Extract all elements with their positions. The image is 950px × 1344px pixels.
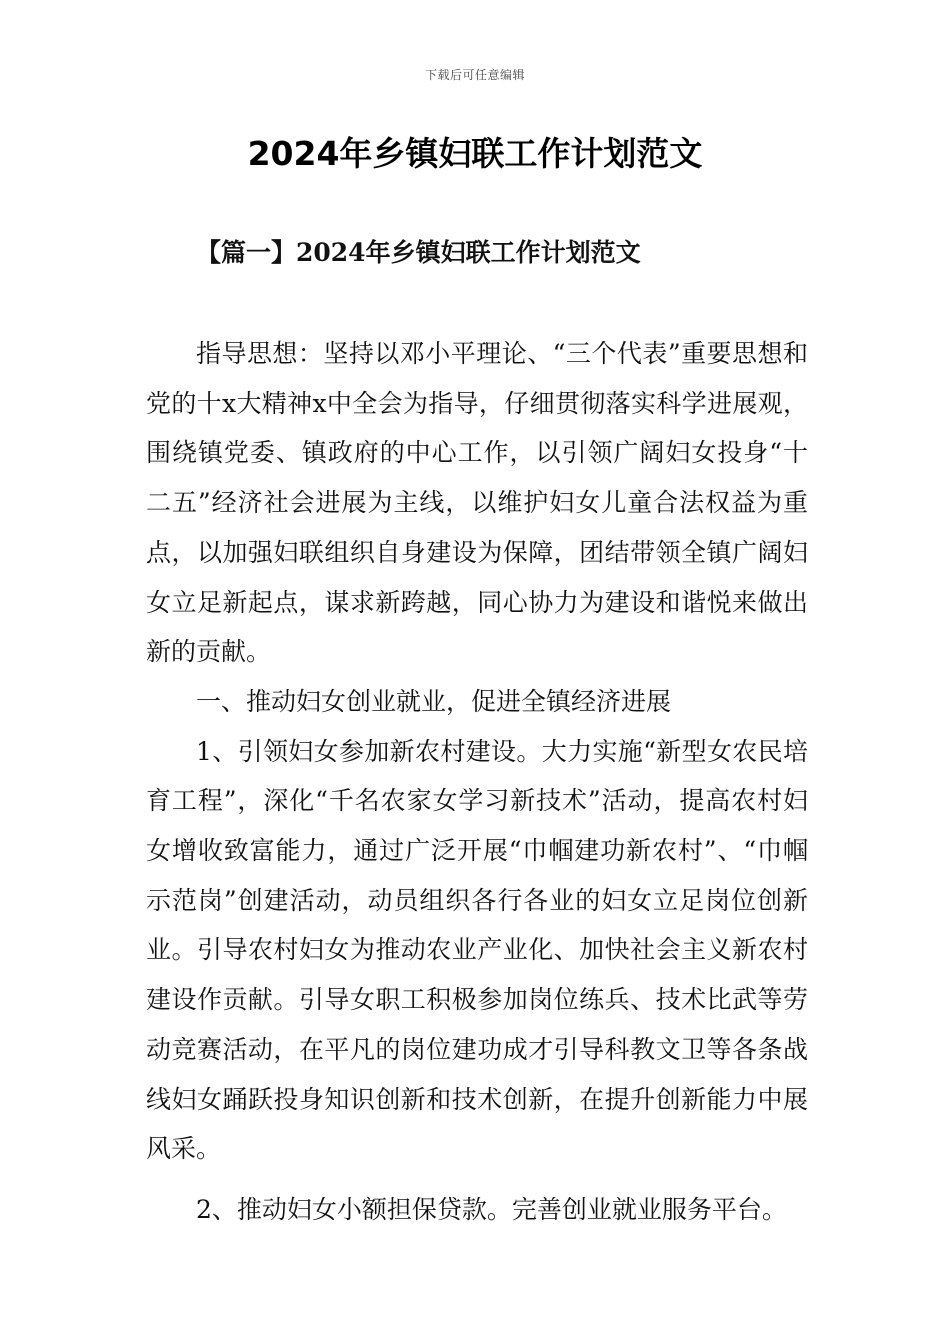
section-heading: 【篇一】2024年乡镇妇联工作计划范文 bbox=[196, 238, 641, 267]
paragraph-section-one-heading: 一、推动妇女创业就业，促进全镇经济进展 bbox=[196, 686, 672, 716]
paragraph-item-one: 1、引领妇女参加新农村建设。大力实施“新型女农民培育工程”，深化“千名农家女学习新技术”活动，提高农村妇女增收致富能力，通过广泛开展“巾帼建功新农村”、“巾帼示范岗”创建活动，动员组织各行各业的妇女立足岗位创新业。引导农村妇女为推动农业产业化、加快社会主义新农村建设作贡献。引导女职工积极参加岗位练兵、技术比武等劳动竞赛活动，在平凡的岗位建功成才引导科教文卫等各条战线妇女踊跃投身知识创新和技术创新，在提升创新能力中展风采。 bbox=[146, 736, 808, 1164]
paragraph-guiding-ideology: 指导思想：坚持以邓小平理论、“三个代表”重要思想和党的十x大精神x中全会为指导，仔细贯彻落实科学进展观，围绕镇党委、镇政府的中心工作，以引领广阔妇女投身“十二五”经济社会进展为主线，以维护妇女儿童合法权益为重点，以加强妇联组织自身建设为保障，团结带领全镇广阔妇女立足新起点，谋求新跨越，同心协力为建设和谐悦来做出新的贡献。 bbox=[146, 339, 808, 667]
header-note: 下载后可任意编辑 bbox=[424, 68, 525, 82]
document-title: 2024年乡镇妇联工作计划范文 bbox=[247, 134, 703, 173]
document-body bbox=[146, 329, 808, 1235]
paragraph-item-two: 2、推动妇女小额担保贷款。完善创业就业服务平台。 bbox=[196, 1194, 787, 1224]
